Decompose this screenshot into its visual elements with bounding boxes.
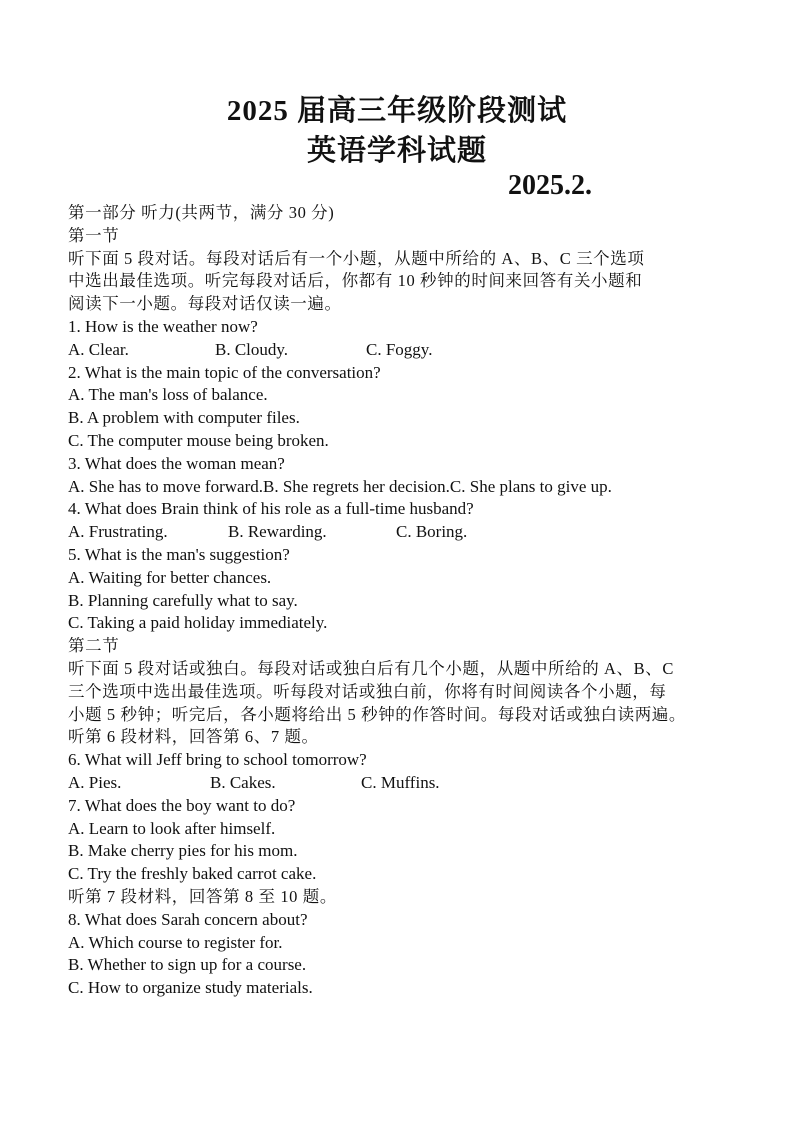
question-4-stem: 4. What does Brain think of his role as a full-time husband? xyxy=(68,499,474,519)
section2-instructions-1: 听下面 5 段对话或独白。每段对话或独白后有几个小题，从题中所给的 A、B、C xyxy=(68,658,674,678)
section1-label: 第一节 xyxy=(68,225,120,245)
question-6-stem: 6. What will Jeff bring to school tomorrow? xyxy=(68,750,367,770)
question-3-options: A. She has to move forward.B. She regrets her decision.C. She plans to give up. xyxy=(68,476,612,496)
question-8-option-c: C. How to organize study materials. xyxy=(68,978,313,998)
question-7-option-c: C. Try the freshly baked carrot cake. xyxy=(68,864,317,884)
question-2-option-a: A. The man's loss of balance. xyxy=(68,385,268,405)
question-2-option-b: B. A problem with computer files. xyxy=(68,408,300,428)
question-6-options xyxy=(68,772,768,795)
question-1-stem: 1. How is the weather now? xyxy=(68,316,258,336)
question-6-option-c: C. Muffins. xyxy=(361,772,440,792)
question-3-stem: 3. What does the woman mean? xyxy=(68,453,285,473)
question-4-option-b: B. Rewarding. xyxy=(228,522,327,542)
question-8-option-b: B. Whether to sign up for a course. xyxy=(68,955,307,975)
question-7-option-a: A. Learn to look after himself. xyxy=(68,818,276,838)
question-4-option-c: C. Boring. xyxy=(396,522,468,542)
section1-instructions-1: 听下面 5 段对话。每段对话后有一个小题，从题中所给的 A、B、C 三个选项 xyxy=(68,248,645,268)
question-2-option-c: C. The computer mouse being broken. xyxy=(68,430,329,450)
section1-instructions-2: 中选出最佳选项。听完每段对话后，你都有 10 秒钟的时间来回答有关小题和 xyxy=(68,271,643,291)
section1-instructions-3: 阅读下一小题。每段对话仅读一遍。 xyxy=(68,294,342,314)
question-6-option-a: A. Pies. xyxy=(68,772,122,792)
exam-title: 2025 届高三年级阶段测试 xyxy=(226,95,568,127)
exam-date: 2025.2. xyxy=(508,170,592,201)
question-4-options xyxy=(68,521,768,544)
question-7-stem: 7. What does the boy want to do? xyxy=(68,795,296,815)
question-6-option-b: B. Cakes. xyxy=(210,772,276,792)
question-1-option-b: B. Cloudy. xyxy=(215,339,289,359)
question-1-option-c: C. Foggy. xyxy=(366,339,433,359)
question-8-option-a: A. Which course to register for. xyxy=(68,932,283,952)
material-6-note: 听第 6 段材料，回答第 6、7 题。 xyxy=(68,727,319,747)
section2-instructions-3: 小题 5 秒钟；听完后，各小题将给出 5 秒钟的作答时间。每段对话或独白读两遍。 xyxy=(68,704,686,724)
part1-heading: 第一部分 听力(共两节，满分 30 分) xyxy=(68,203,335,222)
question-4-option-a: A. Frustrating. xyxy=(68,522,168,542)
exam-content xyxy=(68,202,768,1000)
question-1-option-a: A. Clear. xyxy=(68,339,129,359)
material-7-note: 听第 7 段材料，回答第 8 至 10 题。 xyxy=(68,886,337,906)
section2-instructions-2: 三个选项中选出最佳选项。听每段对话或独白前，你将有时间阅读各个小题，每 xyxy=(68,681,667,701)
question-5-option-c: C. Taking a paid holiday immediately. xyxy=(68,613,328,633)
question-1-options xyxy=(68,339,768,362)
exam-subtitle: 英语学科试题 xyxy=(306,135,487,167)
question-7-option-b: B. Make cherry pies for his mom. xyxy=(68,841,298,861)
question-5-option-a: A. Waiting for better chances. xyxy=(68,567,272,587)
question-2-stem: 2. What is the main topic of the conversation? xyxy=(68,362,381,382)
question-5-stem: 5. What is the man's suggestion? xyxy=(68,544,290,564)
question-8-stem: 8. What does Sarah concern about? xyxy=(68,909,308,929)
section2-label: 第二节 xyxy=(68,636,120,656)
question-5-option-b: B. Planning carefully what to say. xyxy=(68,590,298,610)
